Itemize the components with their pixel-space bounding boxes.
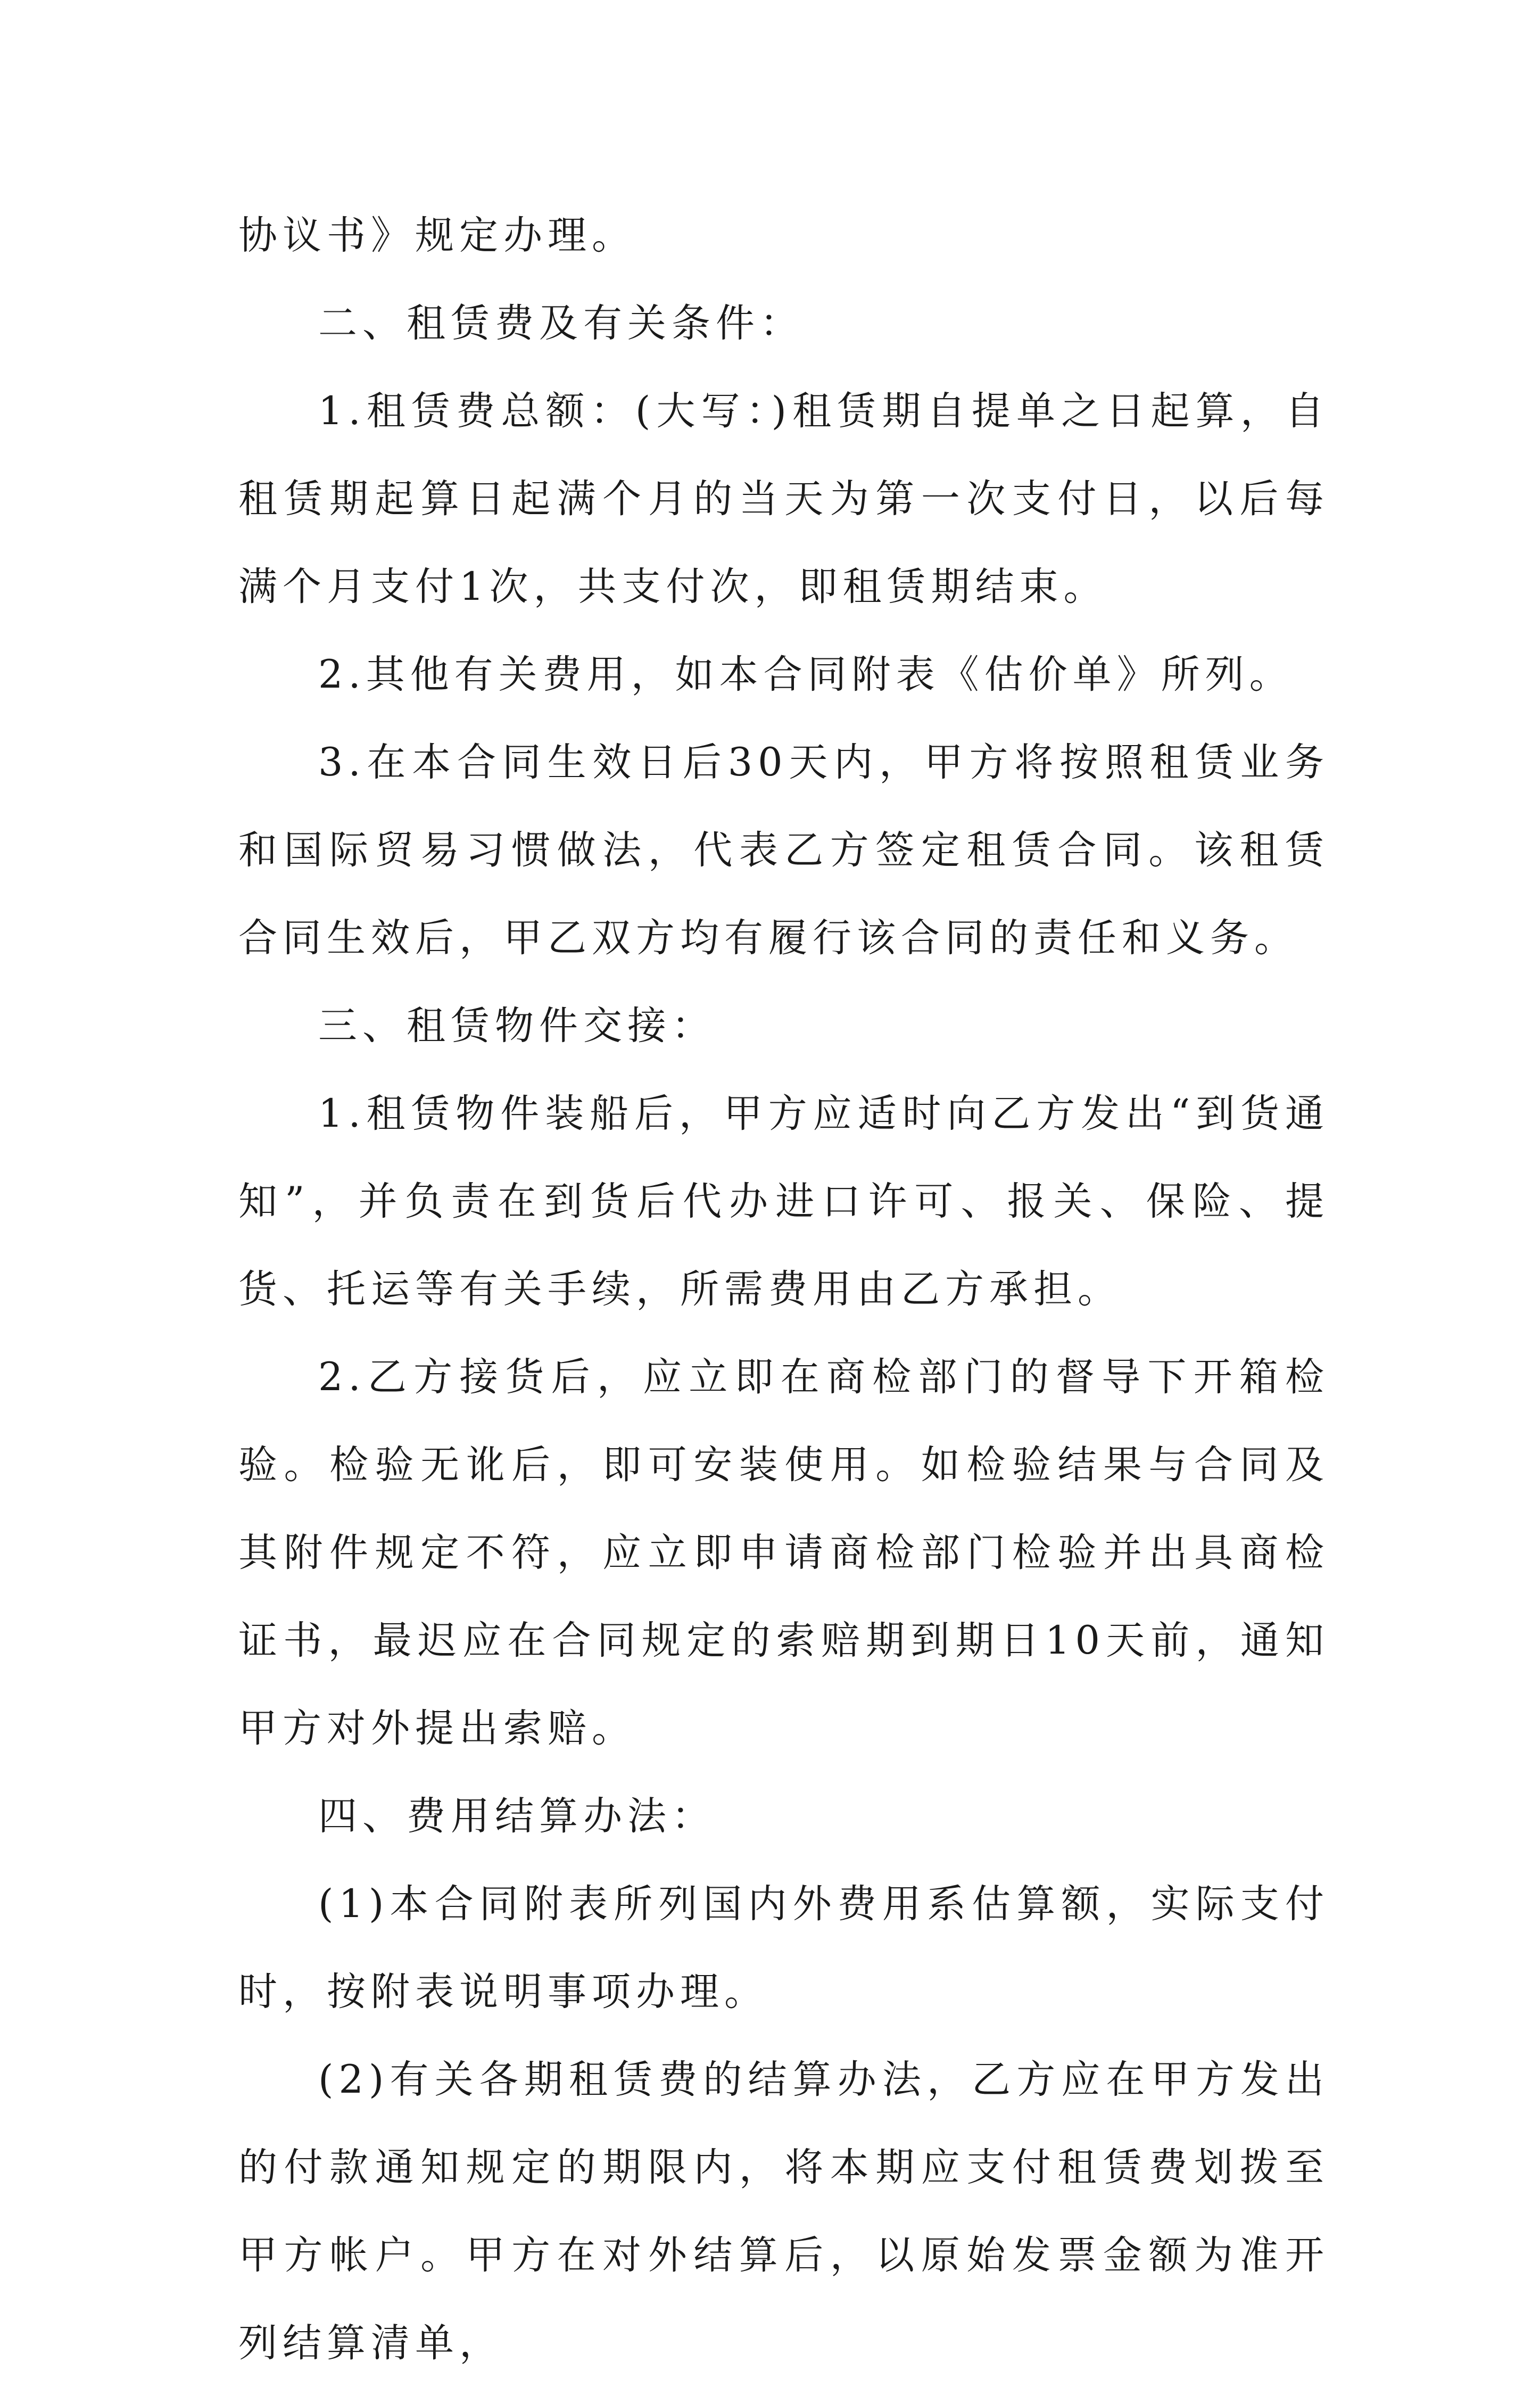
paragraph-estimated-costs: (1)本合同附表所列国内外费用系估算额，实际支付时，按附表说明事项办理。 [238,1881,1329,2014]
section-heading-rental-fees: 二、租赁费及有关条件： [318,301,804,346]
section-heading-handover: 三、租赁物件交接： [318,1003,716,1048]
paragraph-inspection: 2.乙方接货后，应立即在商检部门的督导下开箱检验。检验无讹后，即可安装使用。如检验结果与合同及其附件规定不符，应立即申请商检部门检验并出具商检证书，最迟应在合同规定的索赔期到期日10天前，通知甲方对外提出索赔。 [238,1354,1329,1751]
paragraph-other-fees: 2.其他有关费用，如本合同附表《估价单》所列。 [318,652,1294,697]
paragraph-settlement-method: (2)有关各期租赁费的结算办法，乙方应在甲方发出的付款通知规定的期限内，将本期应支付租赁费划拨至甲方帐户。甲方在对外结算后，以原始发票金额为准开列结算清单， [238,2057,1329,2366]
paragraph-contract-signing: 3.在本合同生效日后30天内，甲方将按照租赁业务和国际贸易习惯做法，代表乙方签定租赁合同。该租赁合同生效后，甲乙双方均有履行该合同的责任和义务。 [238,740,1329,961]
paragraph-rental-total: 1.租赁费总额：(大写：)租赁期自提单之日起算，自租赁期起算日起满个月的当天为第一次支付日，以后每满个月支付1次，共支付次，即租赁期结束。 [238,389,1329,609]
document-body [238,192,1329,2387]
section-heading-settlement: 四、费用结算办法： [318,1794,716,1839]
paragraph-1: 协议书》规定办理。 [238,213,636,258]
paragraph-shipment-notice: 1.租赁物件装船后，甲方应适时向乙方发出“到货通知”，并负责在到货后代办进口许可、报关、保险、提货、托运等有关手续，所需费用由乙方承担。 [238,1091,1329,1312]
